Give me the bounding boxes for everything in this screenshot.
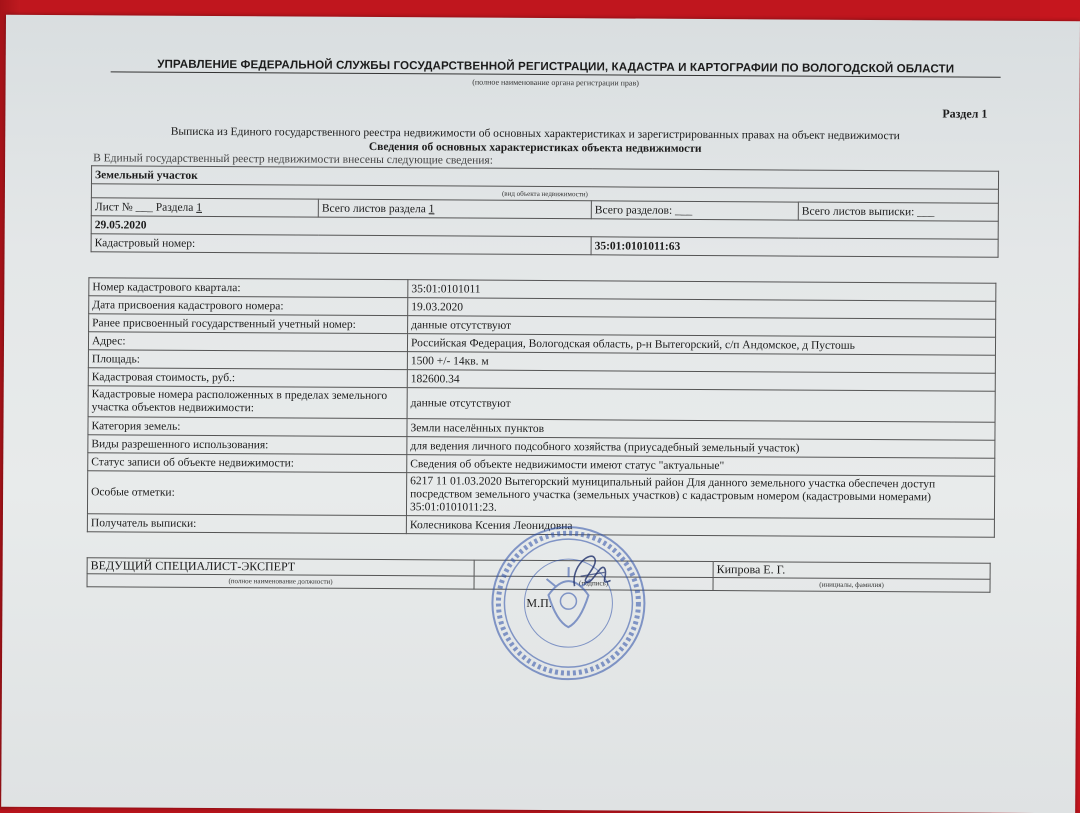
cadastral-number-label: Кадастровый номер: <box>91 234 591 255</box>
basic-info-title: Сведения об основных характеристиках объекта недвижимости <box>368 140 702 155</box>
row-value: 6217 11 01.03.2020 Вытегорский муниципальный район Для данного земельного участка обеспечен доступ посредством земельного участка (земельных участков) с кадастровым номером (кадастровыми номерами) 35:01:0101011:23. <box>406 473 994 520</box>
signature-caption: (подпись) <box>474 576 713 590</box>
agency-title: УПРАВЛЕНИЕ ФЕДЕРАЛЬНОЙ СЛУЖБЫ ГОСУДАРСТВЕННОЙ РЕГИСТРАЦИИ, КАДАСТРА И КАРТОГРАФИИ ПО ВОЛОГОДСКОЙ ОБЛАСТИ <box>111 57 1001 77</box>
row-value: 182600.34 <box>407 370 995 392</box>
row-value: Колесникова Ксения Леонидовна <box>406 516 994 538</box>
section-label: Раздел 1 <box>942 106 988 121</box>
intro-text: В Единый государственный реестр недвижимости внесены следующие сведения: <box>93 152 493 167</box>
row-label: Особые отметки: <box>87 471 406 516</box>
row-label: Виды разрешенного использования: <box>88 435 407 455</box>
position-caption: (полное наименование должности) <box>87 574 474 589</box>
row-label: Статус записи об объекте недвижимости: <box>88 453 407 473</box>
agency-caption: (полное наименование органа регистрации прав) <box>472 77 639 88</box>
row-value: 1500 +/- 14кв. м <box>407 352 995 374</box>
row-value: данные отсутствуют <box>407 388 995 423</box>
row-label: Номер кадастрового квартала: <box>89 278 408 298</box>
row-label: Получатель выписки: <box>87 514 406 534</box>
row-value: для ведения личного подсобного хозяйства (приусадебный земельный участок) <box>407 437 995 459</box>
cadastral-number-value: 35:01:0101011:63 <box>591 237 998 257</box>
table-row <box>87 471 994 520</box>
row-label: Кадастровые номера расположенных в пределах земельного участка объектов недвижимости: <box>88 386 407 419</box>
row-label: Ранее присвоенный государственный учетный номер: <box>89 314 408 334</box>
section-sheets-value: 1 <box>428 202 435 215</box>
name-caption: (инициалы, фамилия) <box>713 578 990 593</box>
seal-label: М.П. <box>526 595 552 611</box>
row-label: Дата присвоения кадастрового номера: <box>89 296 408 316</box>
row-value: Земли населённых пунктов <box>407 419 995 441</box>
document-sheet <box>1 15 1080 813</box>
row-label: Категория земель: <box>88 417 407 437</box>
total-sheets: Всего листов выписки: ___ <box>798 202 998 221</box>
total-sections: Всего разделов: ___ <box>591 201 798 220</box>
sheet-number: Лист № ___ <box>94 200 153 214</box>
row-label: Кадастровая стоимость, руб.: <box>88 368 407 388</box>
characteristics-table <box>87 277 997 538</box>
header-table <box>91 165 1000 258</box>
row-value: 35:01:0101011 <box>408 280 996 302</box>
row-value: данные отсутствуют <box>408 316 996 338</box>
section-sheets-cell <box>318 199 591 219</box>
extract-title: Выписка из Единого государственного реестра недвижимости об основных характеристиках и зарегистрированных правах на объект недвижимости <box>170 125 900 143</box>
object-type-caption: (вид объекта недвижимости) <box>91 184 998 204</box>
row-label: Адрес: <box>88 332 407 352</box>
row-label: Площадь: <box>88 350 407 370</box>
row-value: Российская Федерация, Вологодская область, р-н Вытегорский, с/п Андомское, д Пустошь <box>407 334 995 356</box>
handwritten-signature <box>560 546 620 594</box>
section-number-value: 1 <box>196 201 203 214</box>
signer-position: ВЕДУЩИЙ СПЕЦИАЛИСТ-ЭКСПЕРТ <box>87 558 474 576</box>
signer-name: Кипрова Е. Г. <box>713 562 990 580</box>
section-number-label: Раздела <box>155 201 194 214</box>
extract-date: 29.05.2020 <box>91 216 998 240</box>
row-value: Сведения об объекте недвижимости имеют статус "актуальные" <box>407 455 995 477</box>
object-type: Земельный участок <box>91 166 998 190</box>
section-sheets-label: Всего листов раздела <box>321 202 426 215</box>
row-value: 19.03.2020 <box>408 298 996 320</box>
sheet-number-cell <box>91 198 318 217</box>
